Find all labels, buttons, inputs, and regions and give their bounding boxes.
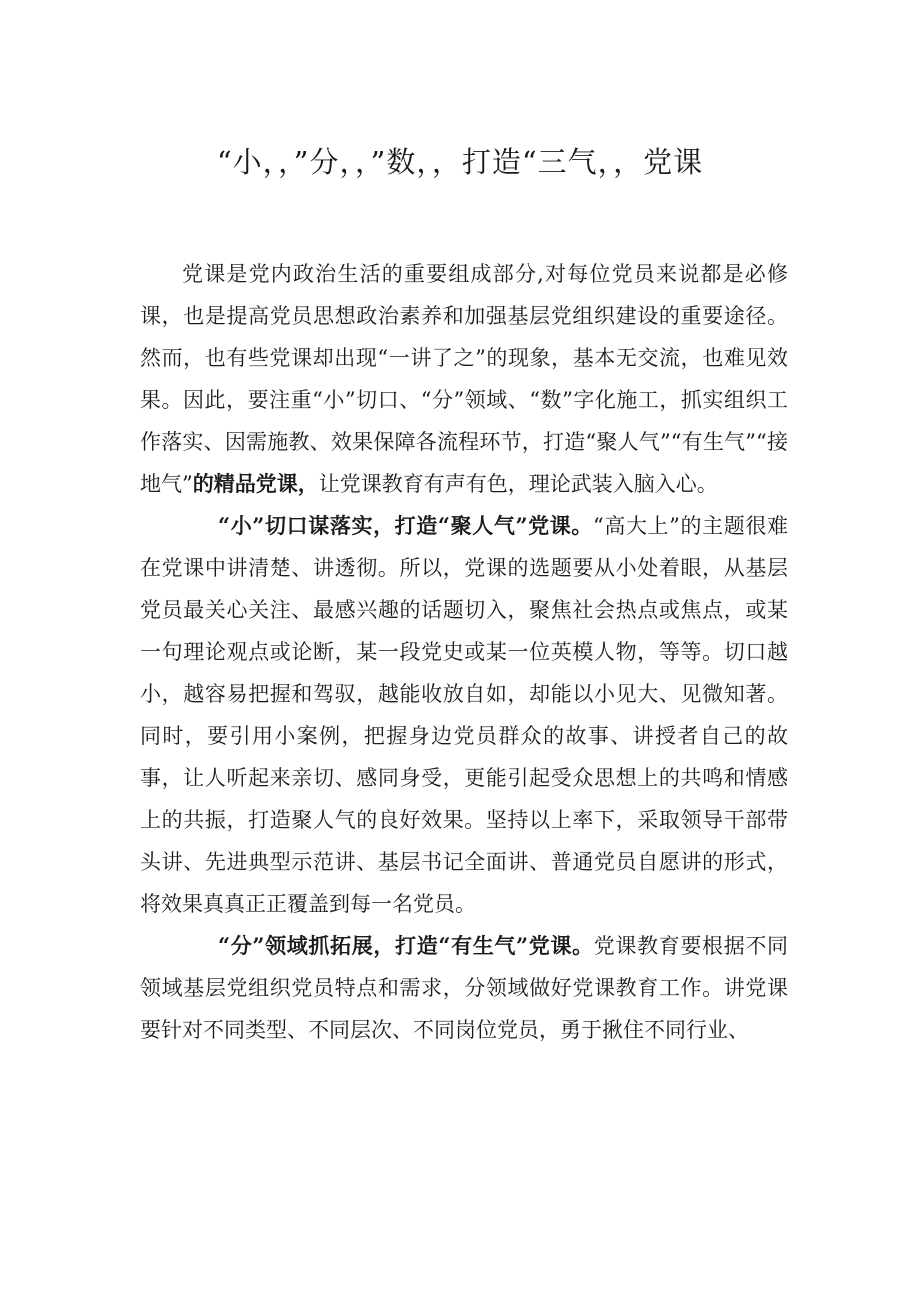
paragraph-intro-lead: 党课是党内政治生活的重要组成部分,对每位党员来说都是必修课，也是提高党员思想政治素养和加强基层党组织建设的重要途径。然而，也有些党课却出现“一讲了之”的现象，基本无交流，也难见效果。因此，要注重“小”切口、“分”领域、“数”字化施工，抓实组织工作落实、因需施教、效果保障各流程环节，打造“聚人气”“有生气”“接地气” [140, 262, 788, 496]
paragraph-intro [140, 253, 788, 505]
section-divide-heading: “分”领域抓拓展，打造“有生气”党课。 [218, 933, 594, 958]
section-small-heading: “小”切口谋落实，打造“聚人气”党课。 [218, 513, 593, 538]
paragraph-section-divide [140, 925, 788, 1051]
paragraph-intro-bold: 的精品党课， [192, 471, 319, 496]
section-divide-text: 党课教育要根据不同领域基层党组织党员特点和需求，分领域做好党课教育工作。讲党课要针对不同类型、不同层次、不同岗位党员，勇于揪住不同行业、 [140, 934, 789, 1042]
document-title: “小，，”分，，”数，，打造“三气，，党课 [216, 145, 704, 179]
section-small-text: “高大上”的主题很难在党课中讲清楚、讲透彻。所以，党课的选题要从小处着眼，从基层党员最关心关注、最感兴趣的话题切入，聚焦社会热点或焦点，或某一句理论观点或论断，某一段党史或某一位英模人物，等等。切口越小，越容易把握和驾驭，越能收放自如，却能以小见大、见微知著。同时，要引用小案例，把握身边党员群众的故事、讲授者自己的故事，让人听起来亲切、感同身受，更能引起受众思想上的共鸣和情感上的共振，打造聚人气的良好效果。坚持以上率下，采取领导干部带头讲、先进典型示范讲、基层书记全面讲、普通党员自愿讲的形式，将效果真真正正覆盖到每一名党员。 [140, 514, 788, 916]
paragraph-intro-rest: 让党课教育有声有色，理论武装入脑入心。 [318, 472, 718, 496]
paragraph-section-small [140, 505, 788, 925]
document-body [140, 253, 788, 1051]
